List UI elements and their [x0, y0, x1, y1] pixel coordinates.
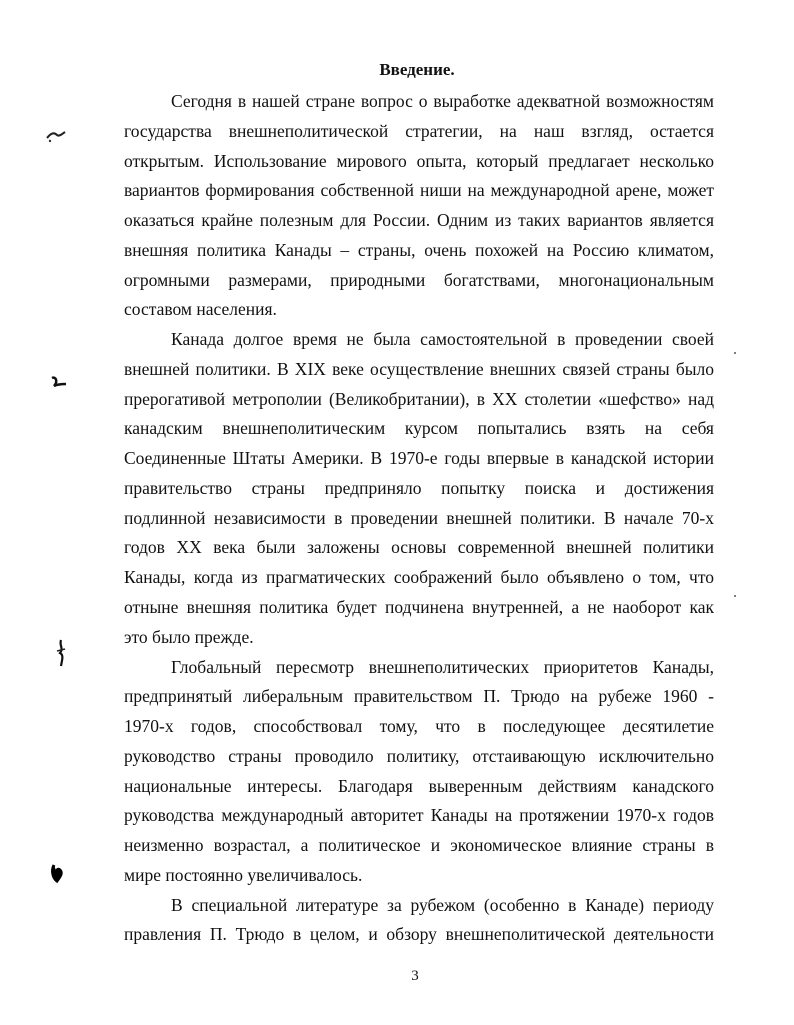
- paragraph-2-line: Канады, когда из прагматических соображений было объявлено о том, что: [124, 567, 714, 587]
- scan-artifact-mark: [48, 372, 70, 392]
- paragraph-1-line: оказаться крайне полезным для России. Одним из таких вариантов является: [124, 210, 714, 230]
- page-number: 3: [411, 968, 419, 984]
- paragraph-1-line: огромными размерами, природными богатствами, многонациональным: [124, 270, 714, 290]
- paragraph-1-line: Сегодня в нашей стране вопрос о выработке адекватной возможностям: [171, 91, 714, 111]
- paragraph-2-line: отныне внешняя политика будет подчинена внутренней, а не наоборот как: [124, 597, 714, 617]
- paragraph-1-line: внешняя политика Канады – страны, очень похожей на Россию климатом,: [124, 240, 714, 260]
- paragraph-3-line: 1970-х годов, способствовал тому, что в последующее десятилетие: [124, 716, 714, 736]
- paragraph-1-line: открытым. Использование мирового опыта, который предлагает несколько: [124, 151, 714, 171]
- paragraph-2-line: правительство страны предприняло попытку поиска и достижения: [124, 478, 714, 498]
- page-title: Введение.: [379, 60, 455, 79]
- paragraph-1-line: составом населения.: [124, 299, 277, 319]
- scan-artifact-mark: [48, 862, 68, 884]
- paragraph-2-line: годов XX века были заложены основы современной внешней политики: [124, 537, 714, 557]
- paragraph-2-line: прерогативой метрополии (Великобритании), в XX столетии «шефство» над: [124, 389, 714, 409]
- paragraph-2-line: внешней политики. В XIX веке осуществление внешних связей страны было: [124, 359, 714, 379]
- paragraph-4-line: В специальной литературе за рубежом (особенно в Канаде) периоду: [171, 895, 714, 915]
- scan-speck: [734, 595, 736, 597]
- paragraph-2-line: канадским внешнеполитическим курсом попытались взять на себя: [124, 418, 714, 438]
- paragraph-3-line: национальные интересы. Благодаря выверенным действиям канадского: [124, 776, 714, 796]
- paragraph-2-line: Соединенные Штаты Америки. В 1970-е годы впервые в канадской истории: [124, 448, 714, 468]
- paragraph-2-line: подлинной независимости в проведении внешней политики. В начале 70-х: [124, 508, 714, 528]
- paragraph-2-line: это было прежде.: [124, 627, 254, 647]
- scan-speck: [734, 352, 736, 354]
- paragraph-3-line: руководства международный авторитет Канады на протяжении 1970-х годов: [124, 805, 714, 825]
- paragraph-1-line: вариантов формирования собственной ниши на международной арене, может: [124, 180, 714, 200]
- paragraph-3-line: руководство страны проводило политику, отстаивающую исключительно: [124, 746, 714, 766]
- paragraph-3-line: Глобальный пересмотр внешнеполитических приоритетов Канады,: [171, 657, 714, 677]
- paragraph-3-line: предпринятый либеральным правительством П. Трюдо на рубеже 1960 -: [124, 686, 714, 706]
- scan-artifact-mark: [52, 638, 70, 668]
- paragraph-3-line: неизменно возрастал, а политическое и экономическое влияние страны в: [124, 835, 714, 855]
- paragraph-2-line: Канада долгое время не была самостоятельной в проведении своей: [171, 329, 714, 349]
- scan-artifact-mark: [44, 126, 68, 146]
- paragraph-3-line: мире постоянно увеличивалось.: [124, 865, 363, 885]
- paragraph-4-line: правления П. Трюдо в целом, и обзору внешнеполитической деятельности: [124, 924, 714, 944]
- paragraph-1-line: государства внешнеполитической стратегии, на наш взгляд, остается: [124, 121, 714, 141]
